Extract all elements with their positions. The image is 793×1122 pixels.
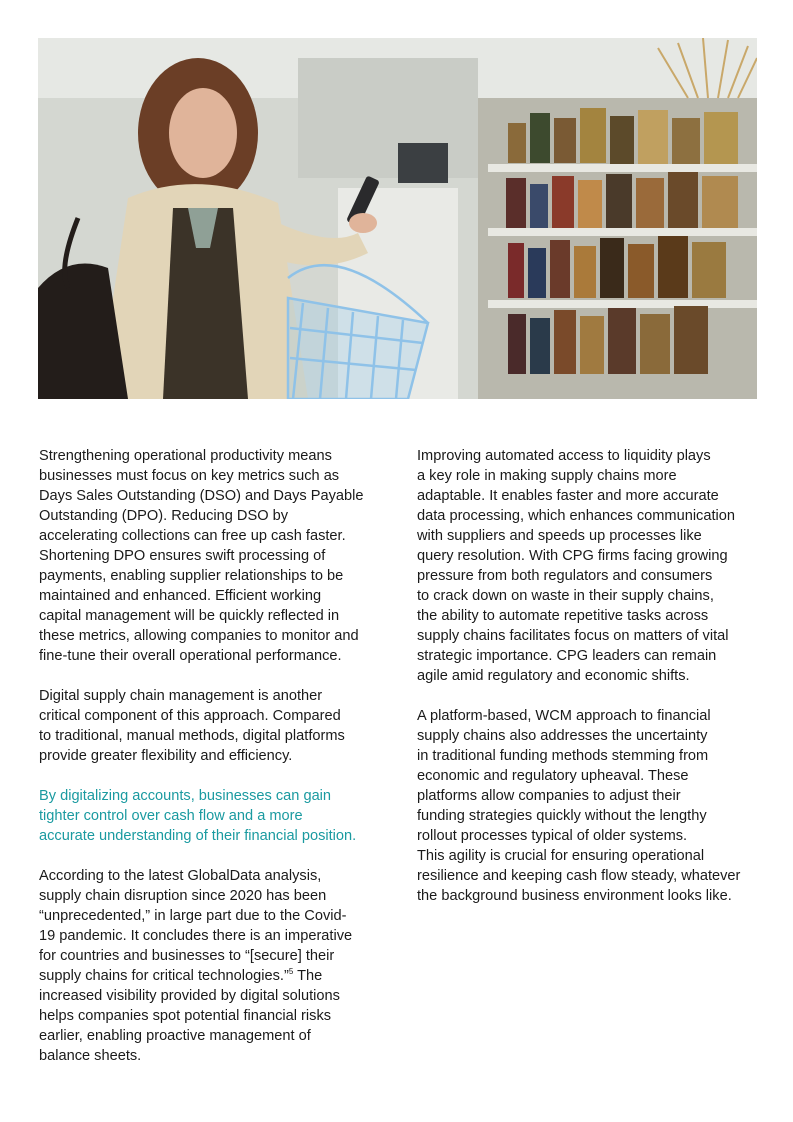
globaldata-text-end: The increased visibility provided by digital solutions helps companies spot potential financial risks earlier, enabling proactive management of balance sheets.: [39, 968, 340, 1064]
footnote-ref: 5: [288, 967, 294, 977]
callout-quote: By digitalizing accounts, businesses can gain tighter control over cash flow and a more accurate understanding of their financial position.: [39, 788, 357, 844]
paragraph-operational-productivity: Strengthening operational productivity means businesses must focus on key metrics such as Days Sales Outstanding (DSO) and Days Payable Outstanding (DPO). Reducing DSO by accelerating collections can free up cash faster. Shortening DPO ensures swift processing of payments, enabling supplier relationships to be maintained and enhanced. Efficient working capital management will be quickly reflected in these metrics, allowing companies to monitor and fine-tune their overall operational performance.: [39, 448, 364, 664]
hero-photo: [38, 38, 757, 399]
left-column: [39, 446, 389, 1086]
shopper-illustration: [38, 38, 757, 399]
right-column: [417, 446, 762, 926]
paragraph-automated-liquidity: Improving automated access to liquidity plays a key role in making supply chains more adaptable. It enables faster and more accurate data processing, which enhances communication with suppliers and speeds up processes like query resolution. With CPG firms facing growing pressure from both regulators and consumers to crack down on waste in their supply chains, the ability to automate repetitive tasks across supply chains facilitates focus on matters of vital strategic importance. CPG leaders can remain agile amid regulatory and economic shifts.: [417, 448, 735, 684]
globaldata-text-start: According to the latest GlobalData analysis, supply chain disruption since 2020 has been “unprecedented,” in large part due to the Covid- 19 pandemic. It concludes there is an imperative for countries and businesses to “[secure] their supply chains for critical technologies.”: [39, 868, 353, 984]
paragraph-globaldata-analysis: [39, 866, 389, 1066]
paragraph-digital-supply-chain: Digital supply chain management is another critical component of this approach. Compared to traditional, manual methods, digital platforms provide greater flexibility and efficiency.: [39, 688, 345, 764]
paragraph-platform-wcm: A platform-based, WCM approach to financial supply chains also addresses the uncertainty in traditional funding methods stemming from economic and regulatory upheaval. These platforms allow companies to adjust their funding strategies quickly without the lengthy rollout processes typical of older systems. This agility is crucial for ensuring operational resilience and keeping cash flow steady, whatever the background business environment looks like.: [417, 708, 741, 904]
